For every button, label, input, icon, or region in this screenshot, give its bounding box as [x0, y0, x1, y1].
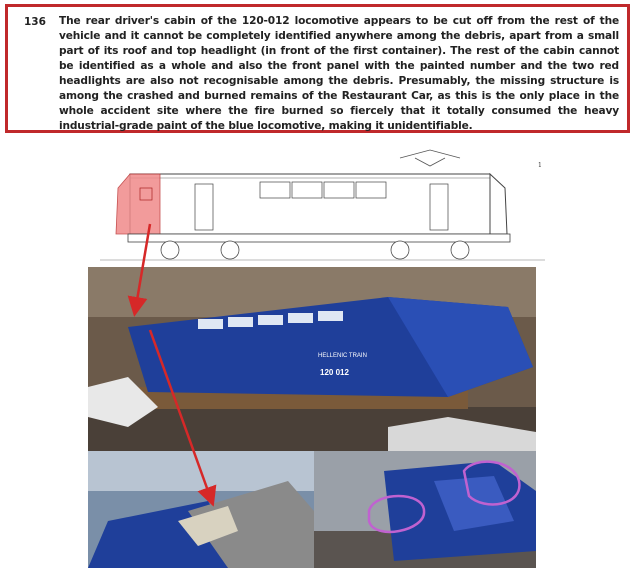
locomotive-number-text: 120 012 [320, 368, 349, 377]
wreck-photo-main [88, 267, 536, 451]
highlighted-rear-cabin [116, 174, 160, 234]
schematic-drawing [100, 148, 545, 266]
paragraph-text: The rear driver's cabin of the 120-012 locomotive appears to be cut off from the rest of the vehicle and it cannot be completely identified anywhere among the debris, apart from a small part of its roof and top headlight (in front of the first container). The rest of the cabin cannot be identified as a whole and also the front panel with the painted number and the two red headlights are also not recognisable among the debris. Presumably, the missing structure is among the crashed and burned remains of the Restaurant Car, as this is the only place in the whole accident site where the fire burned so fiercely that it totally consumed the heavy industrial-grade paint of the blue locomotive, making it unidentifiable. [59, 15, 619, 132]
locomotive-figure [0, 140, 640, 568]
wreck-photo-circled-detail [314, 451, 536, 568]
report-excerpt-box [5, 4, 630, 133]
schematic-page-mark: 1 [538, 162, 542, 169]
locomotive-logo-text: HELLENIC TRAIN [318, 353, 367, 359]
locomotive-schematic [100, 148, 545, 266]
paragraph-number: 136 [24, 16, 46, 28]
wreck-photo-roof-detail [88, 451, 314, 568]
